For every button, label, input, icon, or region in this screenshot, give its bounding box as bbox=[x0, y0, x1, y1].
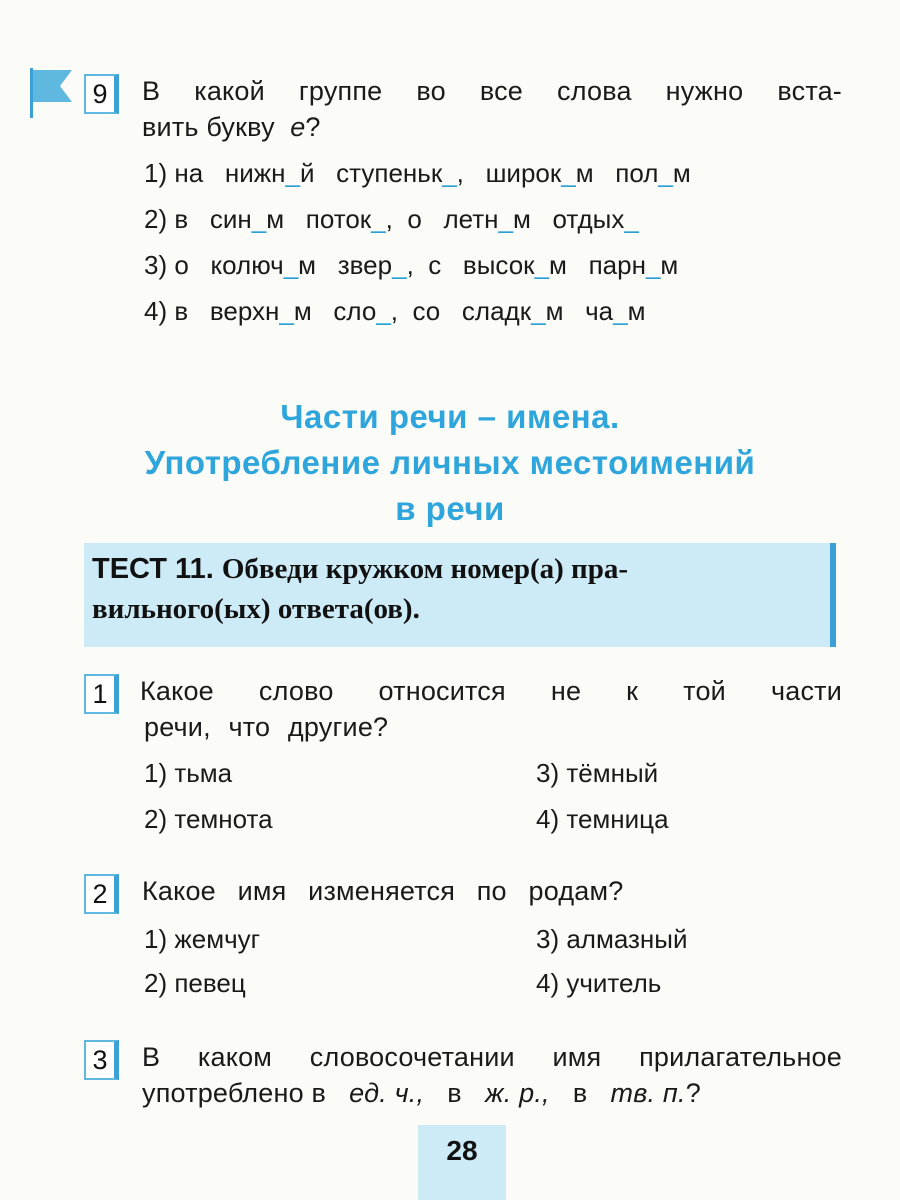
q1-option-1: 1) тьма bbox=[144, 758, 233, 788]
q9-option-2: 2) в син_м поток_, о летн_м отдых_ bbox=[144, 204, 639, 234]
section-heading-line1: Части речи – имена. bbox=[280, 398, 620, 435]
question-9-text: В какой группе во все слова нужно вста- bbox=[142, 76, 842, 106]
test-instruction-line1: ТЕСТ 11. Обведи кружком номер(а) пра- bbox=[92, 553, 629, 585]
q9-option-3: 3) о колюч_м звер_, с высок_м парн_м bbox=[144, 250, 679, 280]
q1-option-2: 2) темнота bbox=[144, 804, 273, 834]
question-3-text-cont: употреблено в ед. ч., в ж. р., в тв. п.? bbox=[142, 1078, 701, 1108]
flag-icon bbox=[30, 68, 72, 118]
section-heading-line2: Употребление личных местоимений bbox=[144, 444, 756, 481]
question-3-text: В каком словосочетании имя прилагательное bbox=[142, 1042, 842, 1072]
section-heading-line3: в речи bbox=[395, 490, 505, 527]
question-1-text-cont: речи, что другие? bbox=[144, 712, 389, 742]
page-number: 28 bbox=[418, 1125, 506, 1200]
q1-option-4: 4) темница bbox=[536, 804, 669, 834]
q2-option-2: 2) певец bbox=[144, 968, 246, 998]
question-number-1: 1 bbox=[84, 674, 119, 714]
question-number-9: 9 bbox=[84, 74, 119, 114]
question-1-text: Какое слово относится не к той части bbox=[140, 676, 842, 706]
question-2-text: Какое имя изменяется по родам? bbox=[142, 876, 624, 906]
question-number-2: 2 bbox=[84, 874, 119, 914]
q2-option-3: 3) алмазный bbox=[536, 924, 688, 954]
q1-option-3: 3) тёмный bbox=[536, 758, 659, 788]
question-number-3: 3 bbox=[84, 1040, 119, 1080]
question-9-text-cont: вить букву е? bbox=[142, 112, 321, 142]
q9-option-4: 4) в верхн_м сло_, со сладк_м ча_м bbox=[144, 296, 646, 326]
test-instruction-line2: вильного(ых) ответа(ов). bbox=[92, 593, 420, 625]
q2-option-4: 4) учитель bbox=[536, 968, 662, 998]
q2-option-1: 1) жемчуг bbox=[144, 924, 261, 954]
q9-option-1: 1) на нижн_й ступеньк_, широк_м пол_м bbox=[144, 158, 691, 188]
